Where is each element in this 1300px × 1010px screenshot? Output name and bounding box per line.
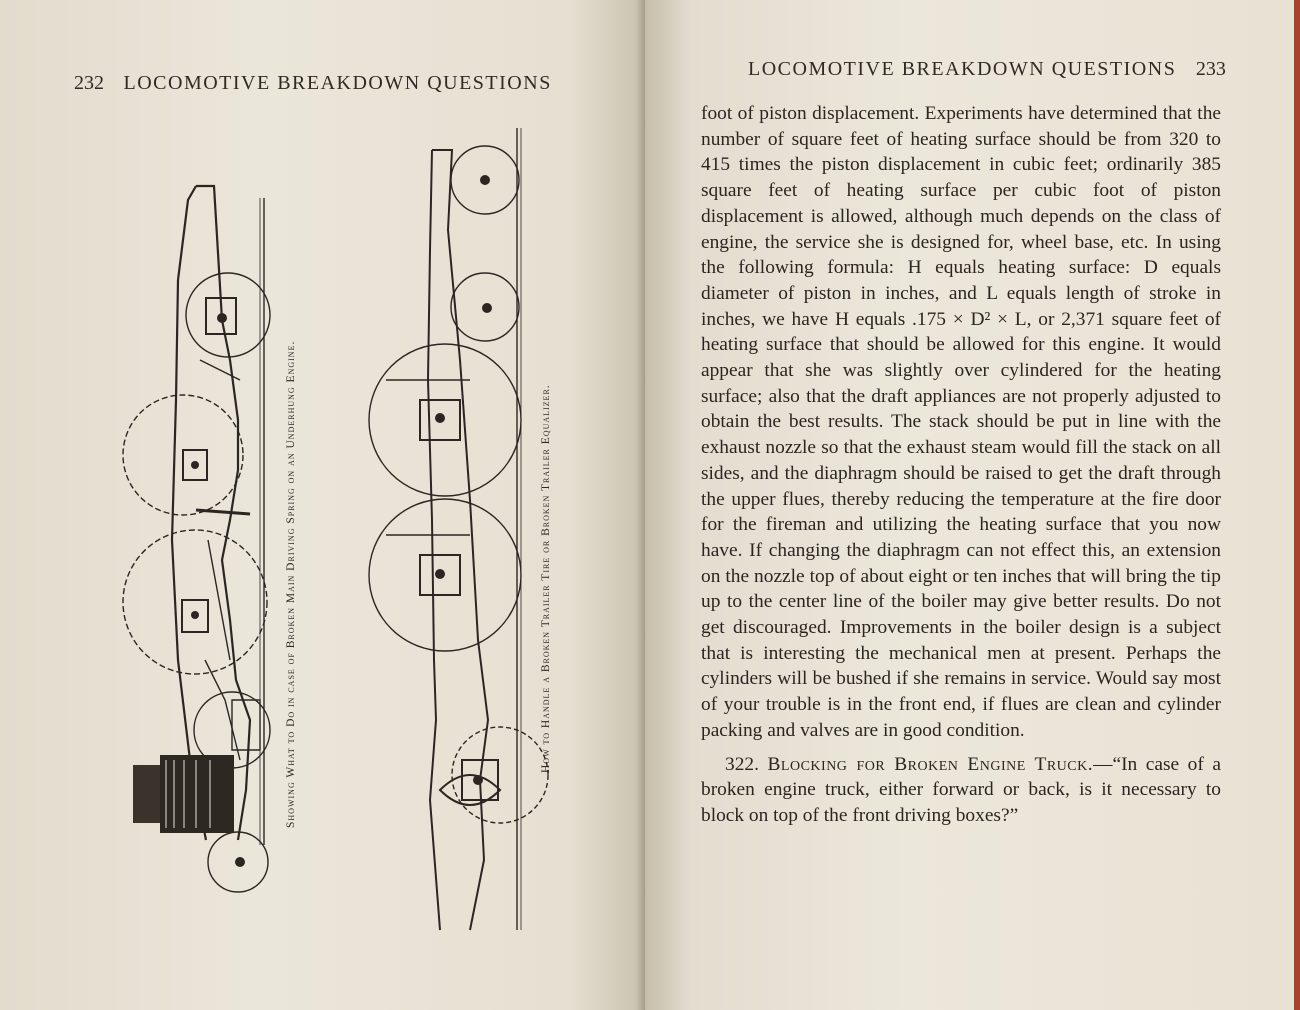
item-number: 322. xyxy=(725,753,759,775)
page-body-text xyxy=(701,101,1221,829)
body-paragraph: foot of piston displacement. Experiments have determined that the number of square feet of heating surface should be from 320 to 415 times the piston displacement in cubic feet; ordinarily 385 square feet of heating surface per cubic foot of piston displacement is allowed, although much depends on the class of engine, the service she is designed for, wheel base, etc. In using the following formula: H equals heating surface: D equals diameter of piston in inches, and L equals length of stroke in inches, we have H equals .175 × D² × L, or 2,371 square feet of heating surface that should be allowed for this engine. It would appear that she was slightly over cylindered for the heating surface; also that the draft appliances are not properly adjusted to obtain the best results. The stack should be put in line with the exhaust nozzle so that the exhaust steam would fill the stack on all sides, and the diaphragm should be raised to get the draft through the upper flues, thereby reducing the temperature at the fire door for the fireman and utilizing the heating surface that you now have. If changing the diaphragm can not effect this, an extension on the nozzle top of about eight or ten inches that will bring the tip up to the center line of the boiler may give better results. Do not get discouraged. Improvements in the boiler design is a subject that is interesting the mechanical men at present. Perhaps the cylinders will be bushed if she remains in service. Would say most of your trouble is in the front end, if flues are clean and cylinder packing and valves are in good condition. xyxy=(701,103,1221,741)
left-page-number: 232 xyxy=(74,72,104,94)
left-running-title: LOCOMOTIVE BREAKDOWN QUESTIONS xyxy=(123,72,552,94)
right-running-title: LOCOMOTIVE BREAKDOWN QUESTIONS xyxy=(748,58,1177,80)
item-question-text: —“In case of a broken engine truck, either forward or back, is it necessary to block on top of the front driving boxes?” xyxy=(701,753,1221,826)
book-edge xyxy=(1294,0,1300,1010)
right-page-header xyxy=(748,58,1226,81)
trailer-driver-2 xyxy=(369,499,521,651)
left-page xyxy=(0,0,645,1010)
figure-trailer-equalizer xyxy=(369,128,548,930)
right-page-number: 233 xyxy=(1195,58,1226,80)
trailer-driver-1 xyxy=(369,344,521,496)
question-item-322 xyxy=(701,752,1221,829)
right-page xyxy=(645,0,1300,1010)
figure-caption-1: Showing What to Do in case of Broken Main Driving Spring on an Underhung Engine. xyxy=(285,340,297,828)
cylinder-block xyxy=(133,755,234,833)
item-heading: Blocking for Broken Engine Truck. xyxy=(767,753,1094,775)
figure-caption-2: How to Handle a Broken Trailer Tire or Broken Trailer Equalizer. xyxy=(540,384,552,773)
driver-2 xyxy=(123,530,267,674)
